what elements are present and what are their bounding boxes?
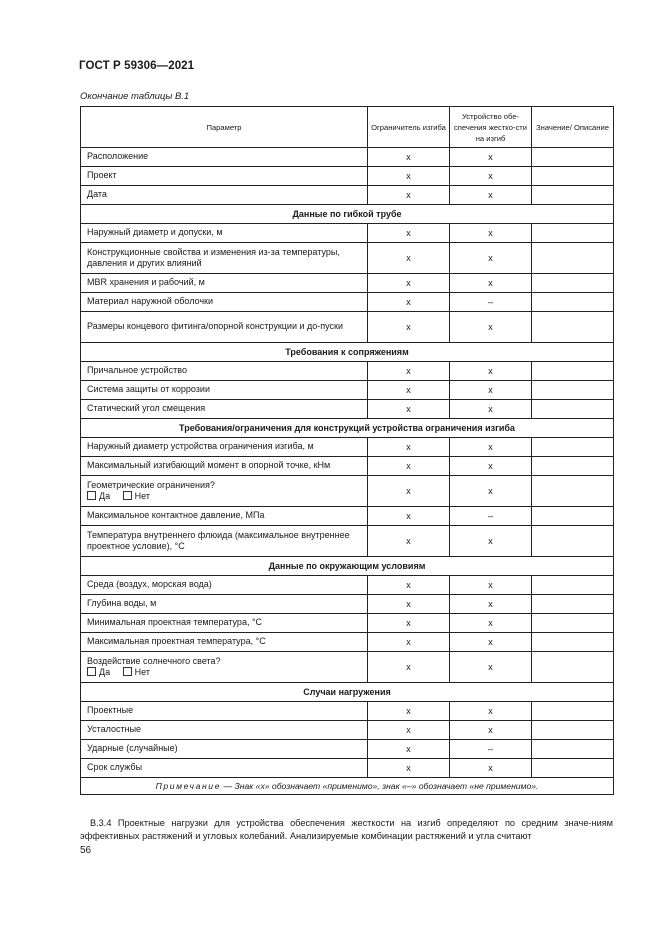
stiffener-cell: x — [450, 576, 532, 595]
limiter-cell: x — [368, 507, 450, 526]
param-cell: Статический угол смещения — [81, 400, 368, 419]
limiter-cell: x — [368, 614, 450, 633]
value-cell — [532, 633, 614, 652]
checkbox-icon[interactable] — [123, 667, 132, 676]
param-cell: Наружный диаметр устройства ограничения изгиба, м — [81, 438, 368, 457]
value-cell — [532, 740, 614, 759]
param-cell: MBR хранения и рабочий, м — [81, 274, 368, 293]
param-cell: Причальное устройство — [81, 362, 368, 381]
stiffener-cell: x — [450, 186, 532, 205]
table-row — [81, 526, 614, 557]
value-cell — [532, 721, 614, 740]
stiffener-cell: x — [450, 381, 532, 400]
stiffener-cell: – — [450, 293, 532, 312]
stiffener-cell: x — [450, 438, 532, 457]
param-cell: Максимальная проектная температура, °С — [81, 633, 368, 652]
stiffener-cell: x — [450, 362, 532, 381]
limiter-cell: x — [368, 400, 450, 419]
value-cell — [532, 652, 614, 683]
limiter-cell: x — [368, 457, 450, 476]
param-text: Геометрические ограничения? — [87, 479, 215, 490]
value-cell — [532, 381, 614, 400]
stiffener-cell: x — [450, 652, 532, 683]
value-cell — [532, 576, 614, 595]
document-header: ГОСТ Р 59306—2021 — [79, 60, 195, 72]
limiter-cell: x — [368, 702, 450, 721]
value-cell — [532, 148, 614, 167]
checkbox-icon[interactable] — [87, 667, 96, 676]
limiter-cell: x — [368, 652, 450, 683]
option-yes-label: Да — [99, 491, 111, 501]
section-row — [81, 343, 614, 362]
stiffener-cell: x — [450, 274, 532, 293]
limiter-cell: x — [368, 633, 450, 652]
stiffener-cell: x — [450, 759, 532, 778]
value-cell — [532, 702, 614, 721]
limiter-cell: x — [368, 312, 450, 343]
param-cell: Дата — [81, 186, 368, 205]
table-row — [81, 381, 614, 400]
table-row — [81, 759, 614, 778]
stiffener-cell: x — [450, 457, 532, 476]
stiffener-cell: x — [450, 400, 532, 419]
param-cell: Ударные (случайные) — [81, 740, 368, 759]
option-yes[interactable] — [87, 491, 110, 503]
param-cell: Срок службы — [81, 759, 368, 778]
limiter-cell: x — [368, 438, 450, 457]
section-title-loads: Случаи нагружения — [81, 683, 614, 702]
param-cell: Максимальный изгибающий момент в опорной точке, кНм — [81, 457, 368, 476]
table-row — [81, 400, 614, 419]
table-header-row — [81, 107, 614, 148]
table-row — [81, 312, 614, 343]
stiffener-cell: x — [450, 148, 532, 167]
limiter-cell: x — [368, 224, 450, 243]
table-row — [81, 167, 614, 186]
table-row — [81, 721, 614, 740]
limiter-cell: x — [368, 526, 450, 557]
table-row — [81, 576, 614, 595]
note-text: — Знак «x» обозначает «применимо», знак «–» обозначает «не применимо». — [223, 781, 539, 791]
stiffener-cell: x — [450, 167, 532, 186]
value-cell — [532, 362, 614, 381]
option-no[interactable] — [123, 667, 150, 679]
stiffener-cell: x — [450, 243, 532, 274]
note-row — [81, 778, 614, 795]
section-title-environment: Данные по окружающим условиям — [81, 557, 614, 576]
limiter-cell: x — [368, 595, 450, 614]
value-cell — [532, 243, 614, 274]
checkbox-icon[interactable] — [87, 491, 96, 500]
param-cell: Конструкционные свойства и изменения из-за температуры, давления и других влияний — [81, 243, 368, 274]
stiffener-cell: x — [450, 595, 532, 614]
param-cell — [81, 652, 368, 683]
column-header-limiter: Ограничитель изгиба — [368, 107, 450, 148]
value-cell — [532, 167, 614, 186]
table-row — [81, 243, 614, 274]
table-row — [81, 293, 614, 312]
limiter-cell: x — [368, 362, 450, 381]
limiter-cell: x — [368, 167, 450, 186]
stiffener-cell: x — [450, 633, 532, 652]
limiter-cell: x — [368, 274, 450, 293]
parameters-table — [80, 106, 614, 795]
table-row — [81, 274, 614, 293]
param-text: Воздействие солнечного света? — [87, 655, 221, 666]
section-title-pipe: Данные по гибкой трубе — [81, 205, 614, 224]
value-cell — [532, 759, 614, 778]
limiter-cell: x — [368, 293, 450, 312]
stiffener-cell: x — [450, 614, 532, 633]
limiter-cell: x — [368, 476, 450, 507]
yes-no-options — [87, 491, 361, 503]
limiter-cell: x — [368, 740, 450, 759]
section-row — [81, 557, 614, 576]
section-row — [81, 205, 614, 224]
option-yes-label: Да — [99, 667, 111, 677]
param-cell: Проектные — [81, 702, 368, 721]
value-cell — [532, 186, 614, 205]
page-number: 56 — [80, 845, 92, 856]
param-cell: Минимальная проектная температура, °С — [81, 614, 368, 633]
value-cell — [532, 293, 614, 312]
param-cell: Температура внутреннего флюида (максимальное внутреннее проектное условие), °С — [81, 526, 368, 557]
yes-no-options — [87, 667, 361, 679]
table-row — [81, 224, 614, 243]
table-row — [81, 633, 614, 652]
stiffener-cell: x — [450, 721, 532, 740]
limiter-cell: x — [368, 186, 450, 205]
value-cell — [532, 274, 614, 293]
table-row — [81, 476, 614, 507]
option-no[interactable] — [123, 491, 150, 503]
limiter-cell: x — [368, 759, 450, 778]
table-row — [81, 186, 614, 205]
param-cell: Размеры концевого фитинга/опорной конструкции и до-пуски — [81, 312, 368, 343]
column-header-value: Значение/ Описание — [532, 107, 614, 148]
param-cell: Материал наружной оболочки — [81, 293, 368, 312]
value-cell — [532, 507, 614, 526]
option-yes[interactable] — [87, 667, 110, 679]
value-cell — [532, 224, 614, 243]
limiter-cell: x — [368, 381, 450, 400]
limiter-cell: x — [368, 721, 450, 740]
option-no-label: Нет — [134, 491, 150, 501]
section-title-interface: Требования к сопряжениям — [81, 343, 614, 362]
checkbox-icon[interactable] — [123, 491, 132, 500]
table-row — [81, 614, 614, 633]
table-row — [81, 362, 614, 381]
param-cell: Проект — [81, 167, 368, 186]
table-row — [81, 652, 614, 683]
param-cell: Глубина воды, м — [81, 595, 368, 614]
value-cell — [532, 595, 614, 614]
note-label: Примечание — [155, 781, 222, 791]
param-cell: Усталостные — [81, 721, 368, 740]
limiter-cell: x — [368, 148, 450, 167]
value-cell — [532, 476, 614, 507]
table-row — [81, 740, 614, 759]
value-cell — [532, 614, 614, 633]
table-row — [81, 595, 614, 614]
stiffener-cell: – — [450, 507, 532, 526]
param-cell: Наружный диаметр и допуски, м — [81, 224, 368, 243]
param-cell: Расположение — [81, 148, 368, 167]
param-cell — [81, 476, 368, 507]
param-cell: Среда (воздух, морская вода) — [81, 576, 368, 595]
limiter-cell: x — [368, 576, 450, 595]
table-row — [81, 702, 614, 721]
stiffener-cell: x — [450, 476, 532, 507]
column-header-stiffener: Устройство обе-спечения жестко-сти на изгиб — [450, 107, 532, 148]
value-cell — [532, 312, 614, 343]
stiffener-cell: x — [450, 312, 532, 343]
value-cell — [532, 526, 614, 557]
section-row — [81, 419, 614, 438]
table-row — [81, 148, 614, 167]
param-cell: Максимальное контактное давление, МПа — [81, 507, 368, 526]
stiffener-cell: x — [450, 702, 532, 721]
option-no-label: Нет — [134, 667, 150, 677]
section-row — [81, 683, 614, 702]
column-header-param: Параметр — [81, 107, 368, 148]
param-cell: Система защиты от коррозии — [81, 381, 368, 400]
table-row — [81, 457, 614, 476]
body-paragraph: В.3.4 Проектные нагрузки для устройства обеспечения жесткости на изгиб определяют по средним значе-ниям эффективных растяжений и угловых колебаний. Анализируемые комбинации растяжений и угла считают — [80, 818, 613, 841]
stiffener-cell: x — [450, 526, 532, 557]
table-row — [81, 438, 614, 457]
table-row — [81, 507, 614, 526]
value-cell — [532, 457, 614, 476]
value-cell — [532, 400, 614, 419]
table-caption: Окончание таблицы В.1 — [80, 91, 190, 102]
limiter-cell: x — [368, 243, 450, 274]
stiffener-cell: – — [450, 740, 532, 759]
table-note — [81, 778, 614, 795]
value-cell — [532, 438, 614, 457]
stiffener-cell: x — [450, 224, 532, 243]
section-title-limits: Требования/ограничения для конструкций устройства ограничения изгиба — [81, 419, 614, 438]
